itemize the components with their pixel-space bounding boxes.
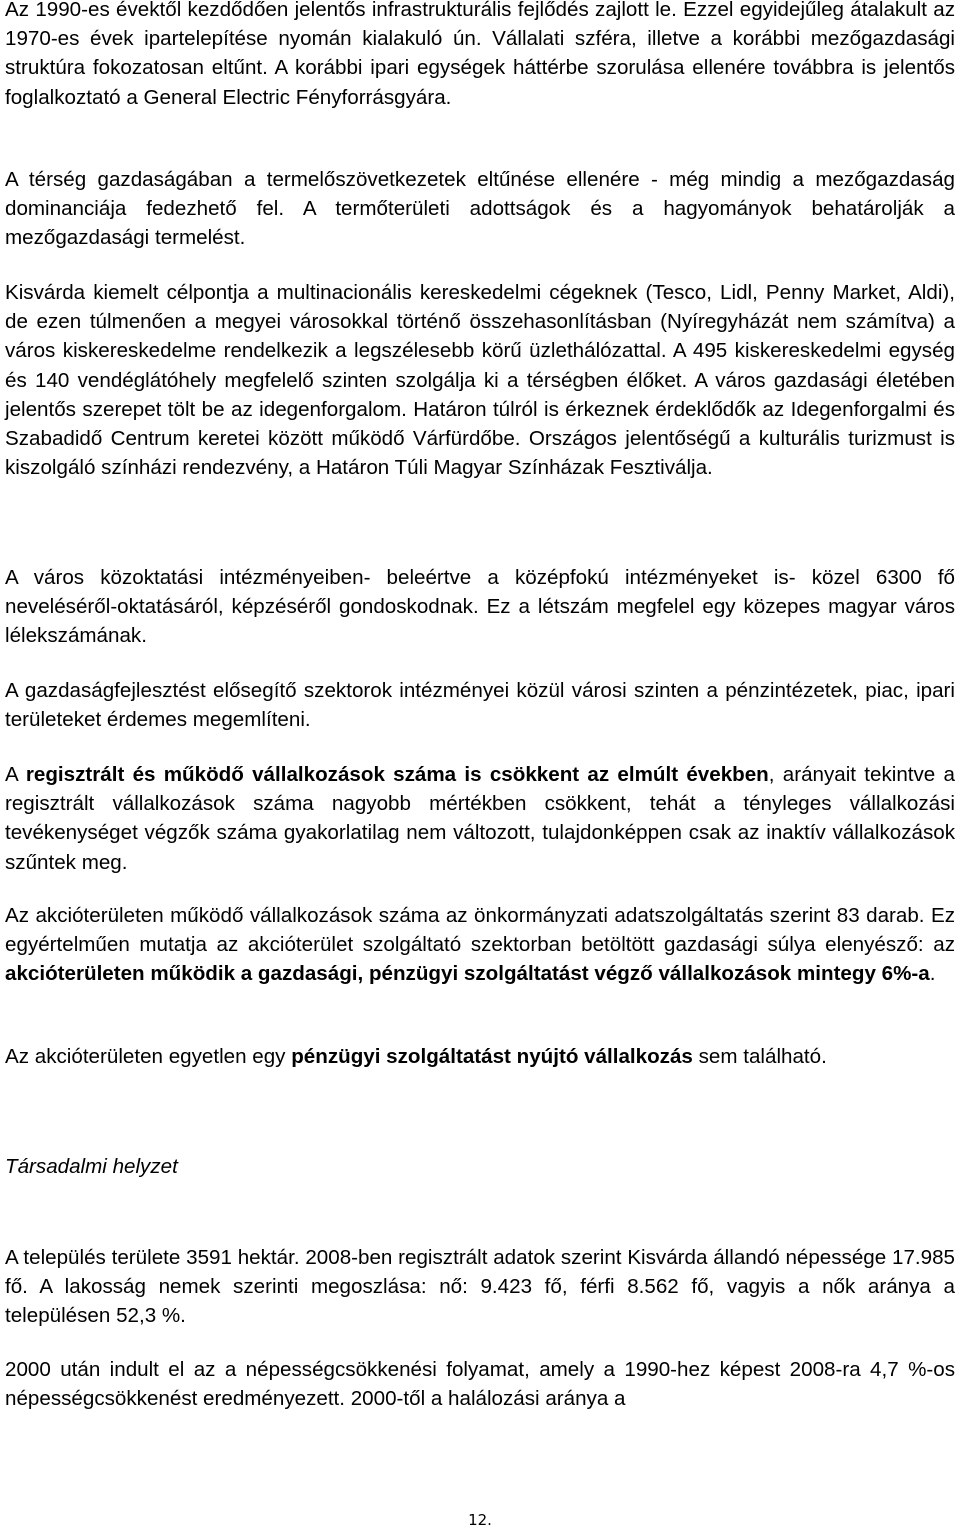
paragraph-population-decline: 2000 után indult el az a népességcsökkenési folyamat, amely a 1990-hez képest 2008-ra 4,7 %-os népességcsökkenést eredményezett. 2000-től a halálozási aránya a [5, 1358, 955, 1411]
paragraph-enterprises [5, 760, 955, 877]
section-heading-social-situation: Társadalmi helyzet [5, 1155, 178, 1178]
financial-text-end: sem található. [692, 1045, 827, 1068]
paragraph-agriculture: A térség gazdaságában a termelőszövetkezetek eltűnése ellenére - még mindig a mezőgazdaság dominanciája fedezhető fel. A termőterületi adottságok és a hagyományok behatárolják a mezőgazdasági termelést. [5, 168, 955, 250]
page-number: 12. [468, 1511, 492, 1529]
paragraph-financial-service [5, 1042, 955, 1071]
action-area-text-end: . [929, 962, 936, 986]
paragraph-infrastructure: Az 1990-es évektől kezdődően jelentős infrastrukturális fejlődés zajlott le. Ezzel egyidejűleg átalakult az 1970-es évek ipartelepítése nyomán kialakuló ún. Vállalati szféra, illetve a korábbi mezőgazdasági struktúra fokozatosan eltűnt. A korábbi ipari egységek háttérbe szorulása ellenére továbbra is jelentős foglalkoztató a General Electric Fényforrásgyára. [5, 0, 955, 109]
enterprises-text-start: A [5, 763, 26, 786]
financial-bold-text: pénzügyi szolgáltatást nyújtó vállalkozás [291, 1045, 693, 1068]
paragraph-education: A város közoktatási intézményeiben- beleértve a középfokú intézményeket is- közel 6300 fő neveléséről-oktatásáról, képzéséről gondoskodnak. Ez a létszám megfelel egy közepes magyar város lélekszámának. [5, 566, 955, 648]
paragraph-commerce: Kisvárda kiemelt célpontja a multinacionális kereskedelmi cégeknek (Tesco, Lidl, Penny Market, Aldi), de ezen túlmenően a megyei városokkal történő összehasonlításban (Nyíregyházát nem számítva) a város kiskereskedelme rendelkezik a legszélesebb körű üzlethálózattal. A 495 kiskereskedelmi egység és 140 vendéglátóhely megfelelő szinten szolgálja ki a térségben élőket. A város gazdasági életében jelentős szerepet tölt be az idegenforgalom. Határon túlról is érkeznek érdeklődők az Idegenforgalmi és Szabadidő Centrum keretei között működő Várfürdőbe. Országos jelentőségű a kulturális turizmust is kiszolgáló színházi rendezvény, a Határon Túli Magyar Színházak Fesztiválja. [5, 281, 955, 480]
action-area-bold-text: akcióterületen működik a gazdasági, pénzügyi szolgáltatást végző vállalkozások mintegy 6%-a [5, 962, 930, 986]
enterprises-text-end: , arányait tekintve a regisztrált vállalkozások száma nagyobb mértékben csökkent, tehát a tényleges vállalkozási tevékenységet végzők száma gyakorlatilag nem változott, tulajdonképpen csak az inaktív vállalkozások szűntek meg. [5, 763, 955, 874]
enterprises-bold-text: regisztrált és működő vállalkozások száma is csökkent az elmúlt években [25, 763, 769, 786]
action-area-text-start: Az akcióterületen működő vállalkozások száma az önkormányzati adatszolgáltatás szerint 83 darab. Ez egyértelműen mutatja az akcióterület szolgáltató szektorban betöltött gazdasági súlya elenyésző: az [5, 904, 955, 957]
paragraph-action-area-enterprises [5, 901, 955, 989]
financial-text-start: Az akcióterületen egyetlen egy [5, 1045, 292, 1068]
paragraph-economic-development: A gazdaságfejlesztést elősegítő szektorok intézményei közül városi szinten a pénzintézetek, piac, ipari területeket érdemes megemlíteni. [5, 679, 955, 732]
paragraph-population: A település területe 3591 hektár. 2008-ben regisztrált adatok szerint Kisvárda állandó népessége 17.985 fő. A lakosság nemek szerinti megoszlása: nő: 9.423 fő, férfi 8.562 fő, vagyis a nők aránya a településen 52,3 %. [5, 1246, 955, 1328]
